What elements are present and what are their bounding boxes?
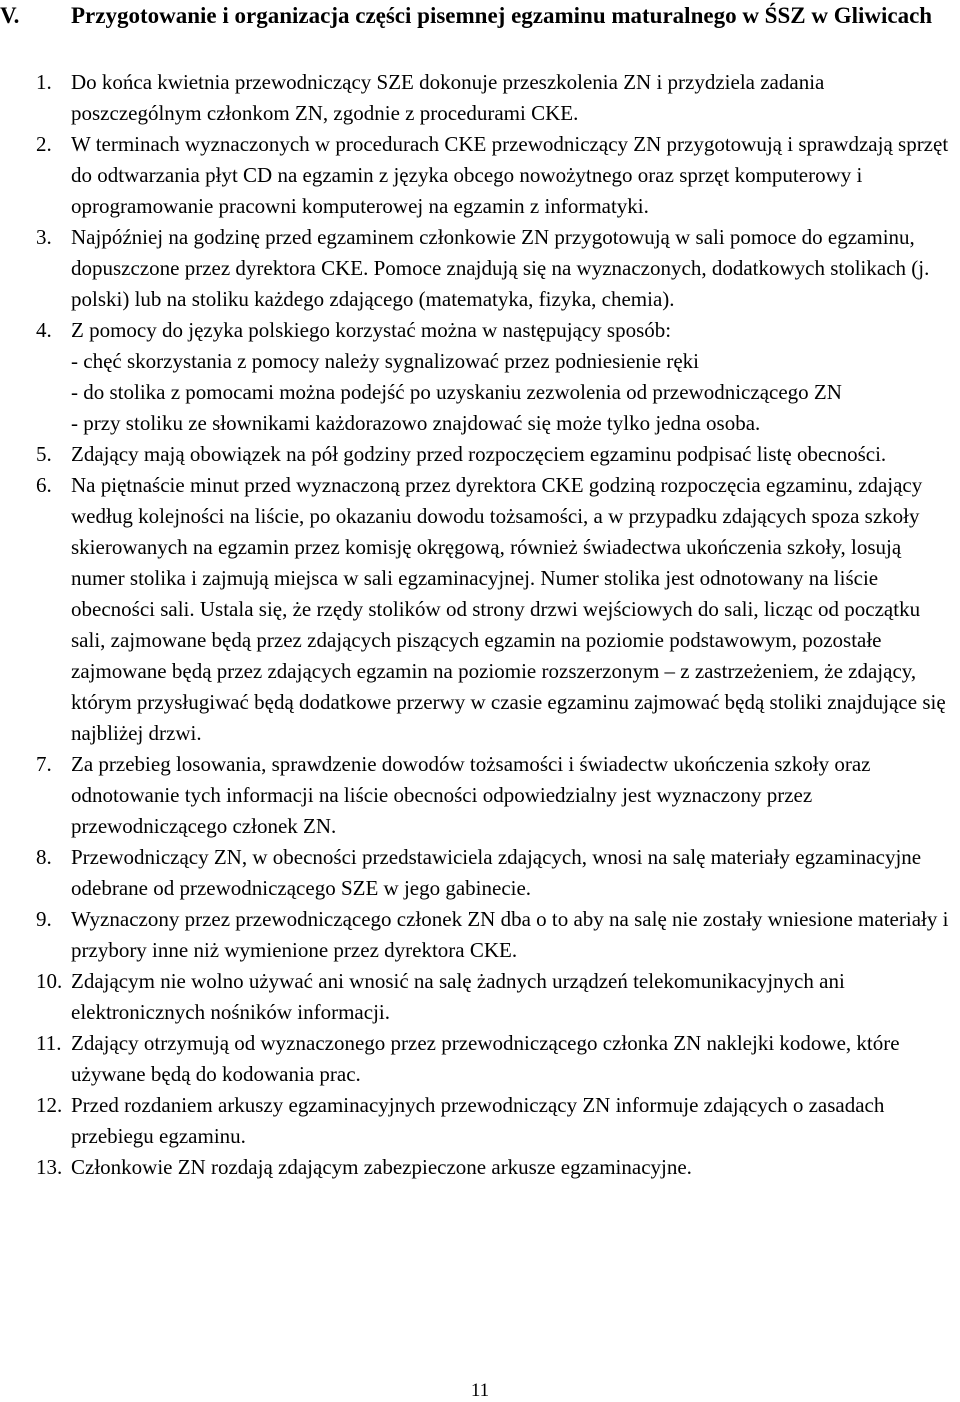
item-text: Przed rozdaniem arkuszy egzaminacyjnych przewodniczący ZN informuje zdających o zasadach przebiegu egzaminu. xyxy=(71,1093,885,1148)
list-item xyxy=(0,222,958,315)
list-item xyxy=(0,470,958,749)
item-text: Najpóźniej na godzinę przed egzaminem członkowie ZN przygotowują w sali pomoce do egzaminu, dopuszczone przez dyrektora CKE. Pomoce znajdują się na wyznaczonych, dodatkowych stolikach (j. polski) lub na stoliku każdego zdającego (matematyka, fizyka, chemia). xyxy=(71,225,930,311)
list-item xyxy=(0,315,958,439)
item-line: Z pomocy do języka polskiego korzystać można w następujący sposób: xyxy=(71,318,672,342)
list-item xyxy=(0,439,958,470)
section-heading xyxy=(0,0,955,32)
list-item xyxy=(0,1028,958,1090)
item-number: 7. xyxy=(36,752,52,776)
item-text: Za przebieg losowania, sprawdzenie dowodów tożsamości i świadectw ukończenia szkoły oraz odnotowanie tych informacji na liście obecności odpowiedzialny jest wyznaczony przez przewodniczącego członek ZN. xyxy=(71,752,871,838)
item-line: - przy stoliku ze słownikami każdorazowo znajdować się może tylko jedna osoba. xyxy=(71,411,761,435)
item-text: Do końca kwietnia przewodniczący SZE dokonuje przeszkolenia ZN i przydziela zadania poszczególnym członkom ZN, zgodnie z procedurami CKE. xyxy=(71,70,825,125)
item-number: 13. xyxy=(36,1155,63,1179)
list-item xyxy=(0,1152,958,1183)
item-text: Zdający mają obowiązek na pół godziny przed rozpoczęciem egzaminu podpisać listę obecności. xyxy=(71,442,887,466)
item-text xyxy=(71,315,958,439)
list-item xyxy=(0,966,958,1028)
item-text: Członkowie ZN rozdają zdającym zabezpieczone arkusze egzaminacyjne. xyxy=(71,1155,692,1179)
item-number: 4. xyxy=(36,318,52,342)
list-item xyxy=(0,749,958,842)
item-text: W terminach wyznaczonych w procedurach CKE przewodniczący ZN przygotowują i sprawdzają sprzęt do odtwarzania płyt CD na egzamin z języka obcego nowożytnego oraz sprzęt komputerowy i oprogramowanie pracowni komputerowej na egzamin z informatyki. xyxy=(71,132,949,218)
item-number: 6. xyxy=(36,473,52,497)
item-text: Zdający otrzymują od wyznaczonego przez przewodniczącego członka ZN naklejki kodowe, które używane będą do kodowania prac. xyxy=(71,1031,900,1086)
item-number: 2. xyxy=(36,132,52,156)
list-item xyxy=(0,842,958,904)
list-item xyxy=(0,67,958,129)
page-number: 11 xyxy=(470,1380,490,1401)
item-number: 8. xyxy=(36,845,52,869)
item-number: 10. xyxy=(36,969,63,993)
list-item xyxy=(0,1090,958,1152)
item-line: - chęć skorzystania z pomocy należy sygnalizować przez podniesienie ręki xyxy=(71,349,699,373)
item-line: - do stolika z pomocami można podejść po uzyskaniu zezwolenia od przewodniczącego ZN xyxy=(71,380,842,404)
item-number: 9. xyxy=(36,907,52,931)
item-text: Zdającym nie wolno używać ani wnosić na salę żadnych urządzeń telekomunikacyjnych ani elektronicznych nośników informacji. xyxy=(71,969,845,1024)
list-item xyxy=(0,129,958,222)
item-text: Wyznaczony przez przewodniczącego członek ZN dba o to aby na salę nie zostały wniesione materiały i przybory inne niż wymienione przez dyrektora CKE. xyxy=(71,907,949,962)
item-number: 5. xyxy=(36,442,52,466)
item-text: Na piętnaście minut przed wyznaczoną przez dyrektora CKE godziną rozpoczęcia egzaminu, zdający według kolejności na liście, po okazaniu dowodu tożsamości, a w przypadku zdających spoza szkoły skierowanych na egzamin przez komisję okręgową, również świadectwa ukończenia szkoły, losują numer stolika i zajmują miejsca w sali egzaminacyjnej. Numer stolika jest odnotowany na liście obecności sali. Ustala się, że rzędy stolików od strony drzwi wejściowych do sali, licząc od początku sali, zajmowane będą przez zdających piszących egzamin na poziomie podstawowym, pozostałe zajmowane będą przez zdających egzamin na poziomie rozszerzonym – z zastrzeżeniem, że zdający, którym przysługiwać będą dodatkowe przerwy w czasie egzaminu zajmować będą stoliki znajdujące się najbliżej drzwi. xyxy=(71,473,946,745)
procedure-list xyxy=(0,67,958,1183)
item-number: 11. xyxy=(36,1031,62,1055)
section-title: Przygotowanie i organizacja części pisemnej egzaminu maturalnego w ŚSZ w Gliwicach xyxy=(71,3,933,28)
list-item xyxy=(0,904,958,966)
item-number: 12. xyxy=(36,1093,63,1117)
item-text: Przewodniczący ZN, w obecności przedstawiciela zdających, wnosi na salę materiały egzaminacyjne odebrane od przewodniczącego SZE w jego gabinecie. xyxy=(71,845,922,900)
section-number: V. xyxy=(0,3,20,28)
item-number: 1. xyxy=(36,70,52,94)
item-number: 3. xyxy=(36,225,52,249)
